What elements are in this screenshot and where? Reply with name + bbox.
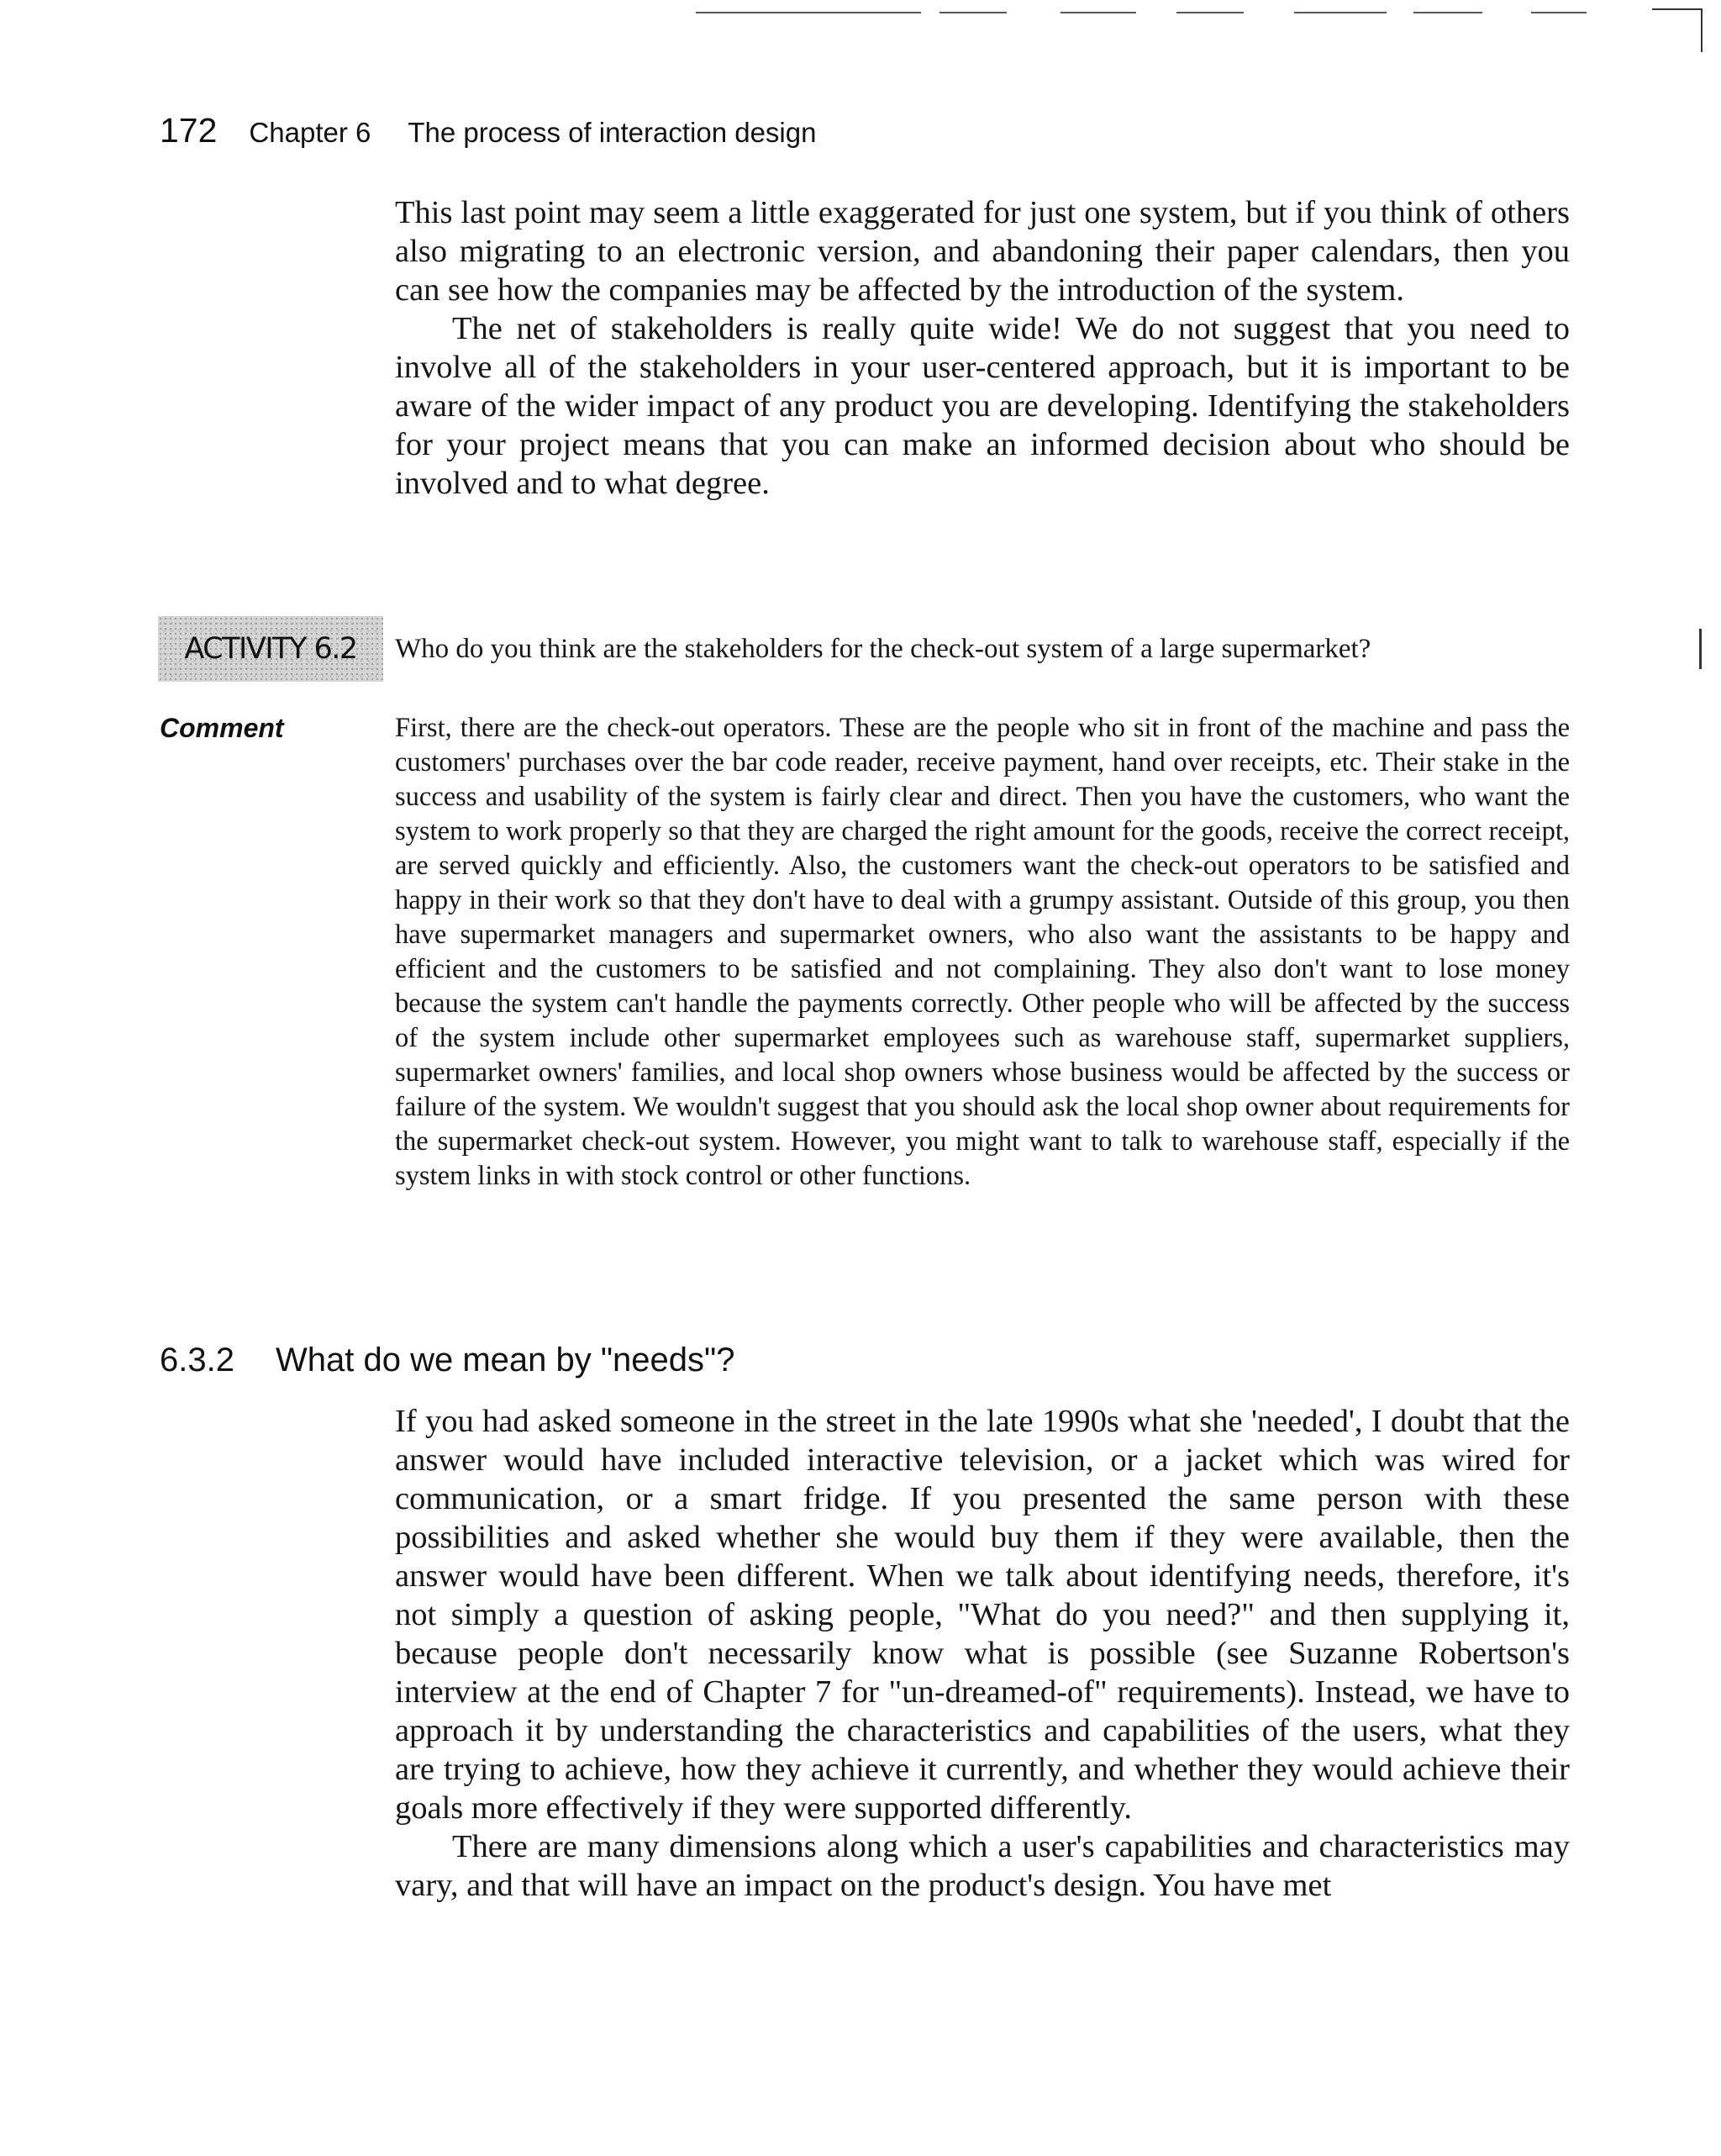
activity-badge: ACTIVITY 6.2 xyxy=(158,616,383,682)
scan-rule xyxy=(1531,12,1587,13)
scan-rule xyxy=(1413,12,1482,13)
section-number: 6.3.2 xyxy=(160,1342,234,1378)
section-title: What do we mean by "needs"? xyxy=(276,1342,735,1378)
scan-rule xyxy=(696,12,921,13)
section-text xyxy=(395,1402,1570,1905)
crop-mark xyxy=(1652,8,1703,10)
scan-rule xyxy=(939,12,1007,13)
scan-rule xyxy=(1294,12,1387,13)
paragraph: The net of stakeholders is really quite wide! We do not suggest that you need to involve all of the stakeholders in your user-centered approach, but it is important to be aware of the wider impact of any product you are developing. Identifying the stakeholders for your project means that you can make an informed decision about who should be involved and to what degree. xyxy=(395,311,1570,501)
section-heading xyxy=(160,1342,734,1379)
page-number: 172 xyxy=(160,111,218,150)
paragraph: This last point may seem a little exaggerated for just one system, but if you think of others also migrating to an electronic version, and abandoning their paper calendars, then you can see how the companies may be affected by the introduction of the system. xyxy=(395,195,1570,308)
scan-rule xyxy=(1060,12,1136,13)
chapter-label: Chapter 6 xyxy=(249,117,371,148)
intro-text xyxy=(395,193,1570,503)
paragraph: If you had asked someone in the street in the late 1990s what she 'needed', I doubt that the answer would have included interactive television, or a jacket which was wired for communication, or a smart fridge. If you presented the same person with these possibilities and asked whether she would buy them if they were available, then the answer would have been different. When we talk about identifying needs, therefore, it's not simply a question of asking people, "What do you need?" and then supplying it, because people don't necessarily know what is possible (see Suzanne Robertson's interview at the end of Chapter 7 for "un-dreamed-of" requirements). Instead, we have to approach it by understanding the characteristics and capabilities of the users, what they are trying to achieve, how they achieve it currently, and whether they would achieve their goals more effectively if they were supported differently. xyxy=(395,1404,1570,1826)
comment-label: Comment xyxy=(160,713,284,743)
chapter-title: The process of interaction design xyxy=(408,117,817,148)
activity-question: Who do you think are the stakeholders for the check-out system of a large supermarket? xyxy=(395,634,1371,664)
running-head xyxy=(160,111,816,150)
paragraph: First, there are the check-out operators. These are the people who sit in front of the machine and pass the customers' purchases over the bar code reader, receive payment, hand over receipts, etc. Their stake in the success and usability of the system is fairly clear and direct. Then you have the customers, who want the system to work properly so that they are charged the right amount for the goods, receive the correct receipt, are served quickly and efficiently. Also, the customers want the check-out operators to be satisfied and happy in their work so that they don't have to deal with a grumpy assistant. Outside of this group, you then have supermarket managers and supermarket owners, who also want the assistants to be happy and efficient and the customers to be satisfied and not complaining. They also don't want to lose money because the system can't handle the payments correctly. Other people who will be affected by the success of the system include other supermarket employees such as warehouse staff, supermarket suppliers, supermarket owners' families, and local shop owners whose business would be affected by the success or failure of the system. We wouldn't suggest that you should ask the local shop owner about requirements for the supermarket check-out system. However, you might want to talk to warehouse staff, especially if the system links in with stock control or other functions. xyxy=(395,713,1570,1191)
paragraph: There are many dimensions along which a user's capabilities and characteristics may vary, and that will have an impact on the product's design. You have met xyxy=(395,1829,1570,1903)
comment-text xyxy=(395,711,1570,1194)
scan-rule xyxy=(1176,12,1244,13)
crop-mark xyxy=(1699,629,1702,669)
crop-mark xyxy=(1701,8,1703,52)
